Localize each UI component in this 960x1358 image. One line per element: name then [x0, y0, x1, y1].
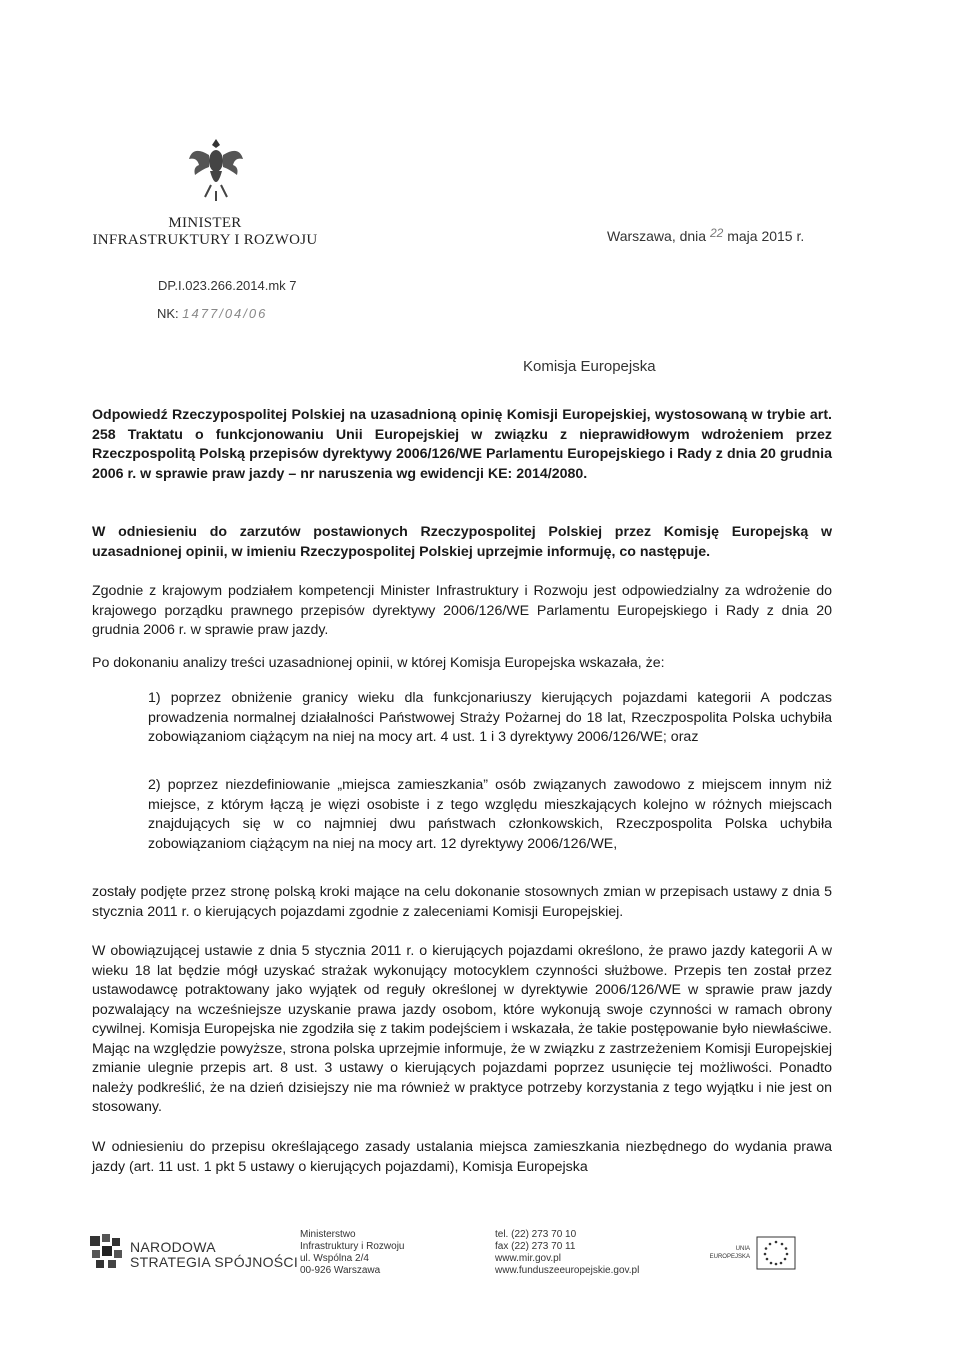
- paragraph-law: W obowiązującej ustawie z dnia 5 stycznia 2011 r. o kierujących pojazdami określono, że prawo jazdy kategorii A w wieku 18 lat będzie mógł uzyskać strażak wykonujący motocyklem czynności służbowe. Przepis ten został przez ustawodawcę potraktowany jako wyjątek od reguły określonej w dyrektywie 2006/126/WE w sprawie praw jazdy pozwalający na wcześniejsze uzyskanie prawa jazdy osobom, które wykonują swoje czynności w ramach obrony cywilnej. Komisja Europejska nie zgodziła się z takim podejściem i wskazała, że takie postępowanie było niewłaściwe. Mając na względzie powyższe, strona polska uprzejmie informuje, że w związku z zastrzeżeniem Komisji Europejskiej zmianie ulegnie przepis art. 8 ust. 3 ustawy o kierujących pojazdami poprzez usunięcie tej możliwości. Ponadto należy podkreślić, że na dzień dzisiejszy nie ma również w praktyce potrzeby korzystania z tego wyjątku i nie jest on stosowany.: [92, 943, 832, 1115]
- address-line: ul. Wspólna 2/4: [300, 1253, 369, 1264]
- nss-line-2: STRATEGIA SPÓJNOŚCI: [130, 1254, 299, 1270]
- contact-fax: fax (22) 273 70 11: [495, 1241, 576, 1252]
- footer-address: [300, 1229, 404, 1277]
- nk-handwritten: 1477/04/06: [182, 306, 268, 321]
- nk-label: NK:: [157, 306, 179, 321]
- place-date-suffix: maja 2015 r.: [727, 228, 805, 244]
- address-line: Infrastruktury i Rozwoju: [300, 1241, 405, 1252]
- contact-website: www.mir.gov.pl: [495, 1253, 561, 1264]
- subject: Odpowiedź Rzeczypospolitej Polskiej na uzasadnioną opinię Komisji Europejskiej, wystosowaną w trybie art. 258 Traktatu o funkcjonowaniu Unii Europejskiej w związku z nieprawidłowym wdrożeniem przez Rzeczpospolitą Polską przepisów dyrektywy 2006/126/WE Parlamentu Europejskiego i Rady z dnia 20 grudnia 2006 r. w sprawie praw jazdy – nr naruszenia wg ewidencji KE: 2014/2080.: [92, 407, 832, 482]
- nss-line-1: NARODOWA: [130, 1239, 216, 1255]
- contact-website-funds: www.funduszeeuropejskie.gov.pl: [495, 1265, 640, 1276]
- nk-number: [157, 306, 267, 321]
- place-date: [607, 228, 804, 244]
- address-line: Ministerstwo: [300, 1229, 356, 1240]
- eu-line-1: UNIA: [735, 1246, 750, 1252]
- reference-number: DP.I.023.266.2014.mk 7: [158, 278, 297, 293]
- list-item-1: 1) poprzez obniżenie granicy wieku dla funkcjonariuszy kierujących pojazdami kategorii A podczas prowadzenia normalnej działalności Państwowej Straży Pożarnej do 18 lat, Rzeczpospolita Polska uchybiła zobowiązaniom ciążącym na niej na mocy art. 4 ust. 1 i 3 dyrektywy 2006/126/WE; oraz: [148, 690, 832, 745]
- nss-text: [130, 1240, 298, 1270]
- ministry-name: [90, 215, 320, 249]
- ministry-line-1: MINISTER: [168, 215, 242, 231]
- footer-contact: [495, 1229, 639, 1277]
- eu-flag: [756, 1236, 796, 1270]
- paragraph-competence: Zgodnie z krajowym podziałem kompetencji Minister Infrastruktury i Rozwoju jest odpowiedzialny za wdrożenie do krajowego porządku prawnego przepisów dyrektywy 2006/126/WE Parlamentu Europejskiego i Rady z dnia 20 grudnia 2006 r. w sprawie praw jazdy.: [92, 583, 832, 638]
- address-line: 00-926 Warszawa: [300, 1265, 381, 1276]
- list-item-2: 2) poprzez niezdefiniowanie „miejsca zamieszkania” osób związanych zawodowo z miejscem innym niż miejsce, z którym łączą je więzi osobiste i z tego względu mieszkających kolejno w różnych miejscach znajdujących się w co najmniej dwu państwach członkowskich, Rzeczpospolita Polska uchybiła zobowiązaniom ciążącym na niej na mocy art. 12 dyrektywy 2006/126/WE,: [148, 777, 832, 852]
- place-date-prefix: Warszawa, dnia: [607, 228, 707, 244]
- paragraph-analysis: Po dokonaniu analizy treści uzasadnionej opinii, w której Komisja Europejska wskazała, że:: [92, 655, 665, 671]
- polish-eagle-emblem: [185, 135, 247, 205]
- contact-phone: tel. (22) 273 70 10: [495, 1229, 577, 1240]
- ministry-line-2: INFRASTRUKTURY I ROZWOJU: [92, 232, 318, 248]
- eu-text: [700, 1245, 750, 1261]
- date-handwritten: 22: [709, 226, 724, 240]
- paragraph-after-list: zostały podjęte przez stronę polską kroki mające na celu dokonanie stosownych zmian w przepisach ustawy z dnia 5 stycznia 2011 r. o kierujących pojazdami zgodnie z zaleceniami Komisji Europejskiej.: [92, 884, 832, 920]
- paragraph-last: W odniesieniu do przepisu określającego zasady ustalania miejsca zamieszkania niezbędnego do wydania prawa jazdy (art. 11 ust. 1 pkt 5 ustawy o kierujących pojazdami), Komisja Europejska: [92, 1139, 832, 1175]
- intro-paragraph: W odniesieniu do zarzutów postawionych Rzeczypospolitej Polskiej przez Komisję Europejską w uzasadnionej opinii, w imieniu Rzeczypospolitej Polskiej uprzejmie informuję, co następuje.: [92, 524, 832, 560]
- eu-line-2: EUROPEJSKA: [709, 1254, 750, 1260]
- recipient: Komisja Europejska: [523, 358, 656, 375]
- nss-logo: [88, 1232, 124, 1272]
